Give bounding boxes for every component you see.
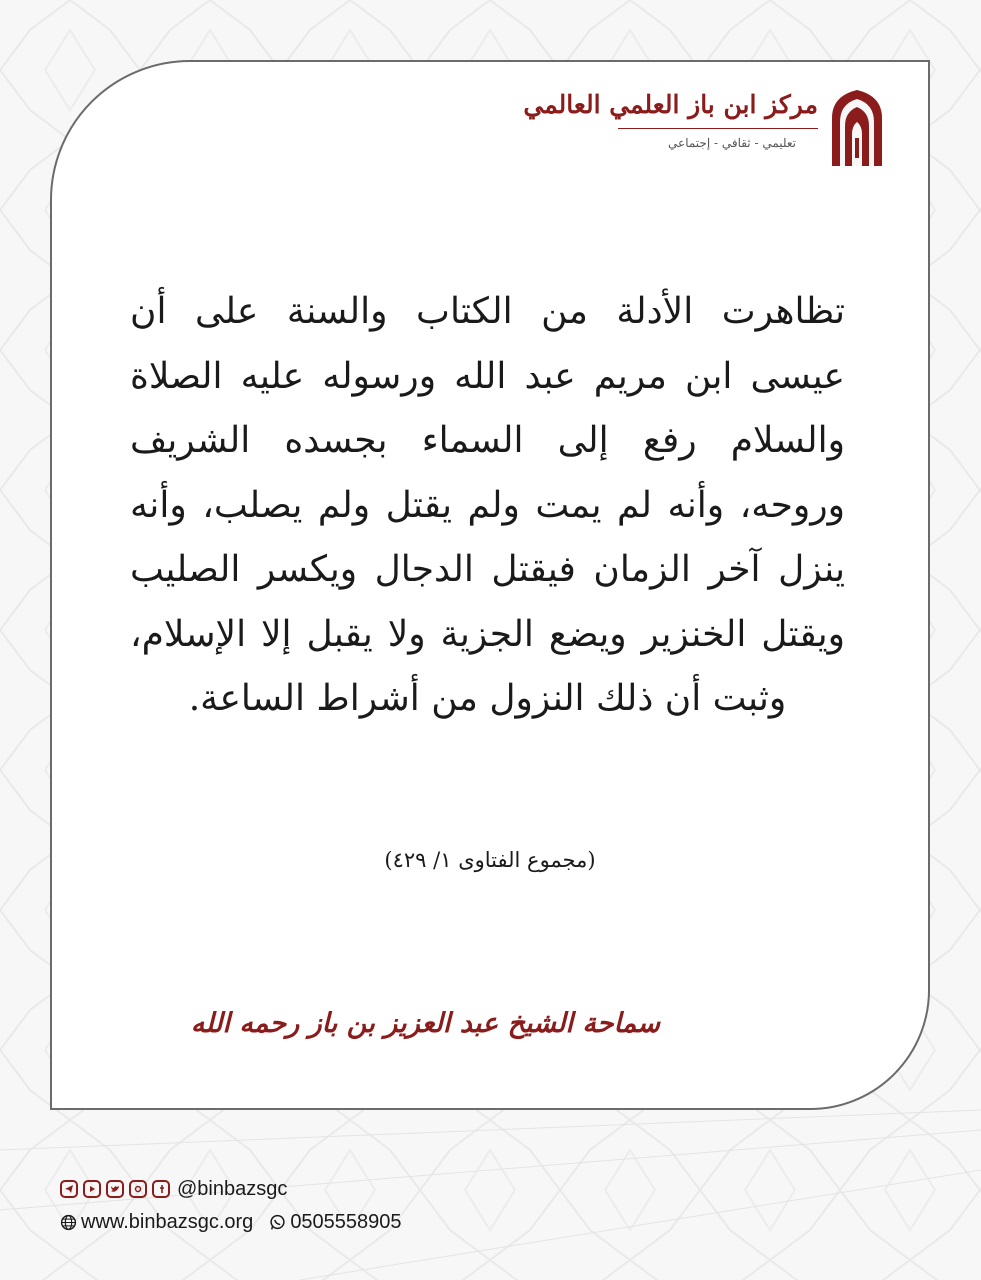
footer: [60, 1175, 402, 1237]
website-link[interactable]: www.binbazsgc.org: [81, 1210, 254, 1233]
phone-number[interactable]: 0505558905: [290, 1210, 402, 1233]
twitter-icon[interactable]: [106, 1180, 124, 1198]
source-citation: (مجموع الفتاوى ١/ ٤٢٩): [384, 848, 596, 872]
telegram-icon[interactable]: [60, 1180, 78, 1198]
logo-title: مركز ابن باز العلمي العالمي: [523, 90, 818, 119]
youtube-icon[interactable]: [83, 1180, 101, 1198]
globe-icon: [60, 1214, 77, 1231]
social-handle[interactable]: @binbazsgc: [177, 1177, 288, 1200]
contact-row: [60, 1207, 402, 1237]
fatwa-quote: تظاهرت الأدلة من الكتاب والسنة على أن عيسى ابن مريم عبد الله ورسوله عليه الصلاة والسلام رفع إلى السماء بجسده الشريف وروحه، وأنه لم يمت ولم يقتل ولم يصلب، وأنه ينزل آخر الزمان فيقتل الدجال ويكسر الصليب ويقتل الخنزير ويضع الجزية ولا يقبل إلا الإسلام، وثبت أن ذلك النزول من أشراط الساعة.: [130, 291, 845, 719]
facebook-icon[interactable]: [152, 1180, 170, 1198]
mosque-arch-icon: [828, 88, 886, 166]
center-logo: [523, 88, 886, 168]
instagram-icon[interactable]: [129, 1180, 147, 1198]
whatsapp-icon: [269, 1214, 286, 1231]
signature-calligraphy: سماحة الشيخ عبد العزيز بن باز رحمه الله: [190, 1008, 660, 1039]
logo-subtitle: تعليمي - ثقافي - إجتماعي: [668, 136, 796, 150]
phone-group: [269, 1211, 401, 1234]
logo-divider: [618, 128, 818, 129]
social-row: [60, 1175, 402, 1203]
